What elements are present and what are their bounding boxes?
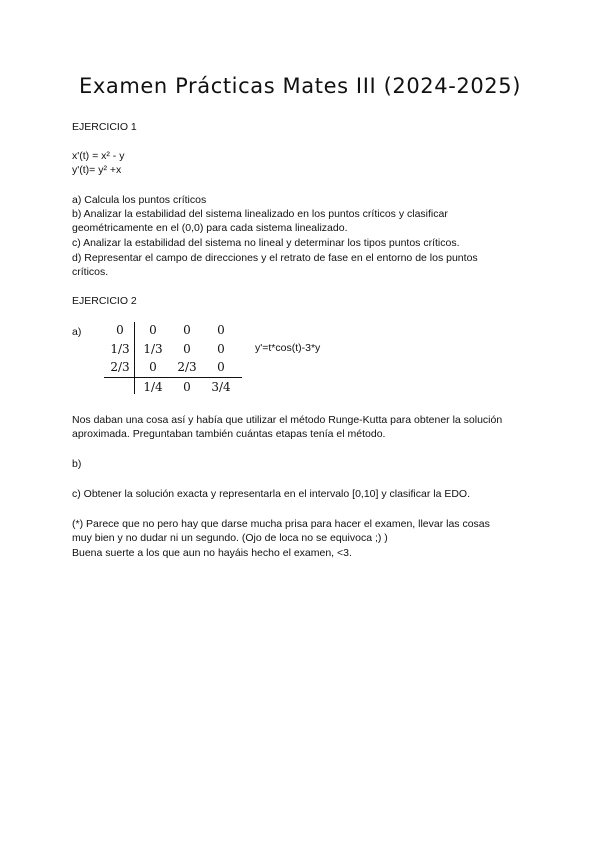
tableau-b-2: 3/4 [211,380,231,394]
tableau-b-1: 0 [183,380,191,394]
tableau-a-2-2: 0 [217,360,225,374]
part-b-label: b) [72,458,82,470]
tableau-a-1-1: 0 [183,342,191,356]
tableau-c-2: 2/3 [110,360,130,374]
warning-line2: muy bien y no dudar ni un segundo. (Ojo de loca no se equivoca ;) ) [72,532,388,544]
tableau-a-2-0: 0 [149,360,157,374]
tableau-c-0: 0 [116,323,124,337]
question-a: a) Calcula los puntos críticos [72,194,207,206]
exercise-1-heading: EJERCICIO 1 [72,121,137,133]
equation-y: y'(t)= y² +x [72,164,122,176]
tableau-a-0-0: 0 [149,323,157,337]
runge-kutta-note-line2: aproximada. Preguntaban también cuántas etapas tenía el método. [72,428,386,440]
tableau-a-0-1: 0 [183,323,191,337]
question-b-line2: geométricamente en el (0,0) para cada sistema linealizado. [72,222,348,234]
part-c-text: c) Obtener la solución exacta y representarla en el intervalo [0,10] y clasificar la EDO. [72,488,471,500]
runge-kutta-note-line1: Nos daban una cosa así y había que utilizar el método Runge-Kutta para obtener la solución [72,414,503,426]
good-luck-line: Buena suerte a los que aun no hayáis hecho el examen, <3. [72,547,352,559]
question-b-line1: b) Analizar la estabilidad del sistema linealizado en los puntos críticos y clasificar [72,208,448,220]
tableau-c-1: 1/3 [110,342,130,356]
question-c: c) Analizar la estabilidad del sistema no lineal y determinar los tipos puntos críticos. [72,237,460,249]
tableau-a-0-2: 0 [217,323,225,337]
question-d-line1: d) Representar el campo de direcciones y el retrato de fase en el entorno de los puntos [72,252,478,264]
part-a-label: a) [72,326,82,338]
warning-line1: (*) Parece que no pero hay que darse mucha prisa para hacer el examen, llevar las cosas [72,518,490,530]
tableau-b-0: 1/4 [143,380,163,394]
equation-x: x'(t) = x² - y [72,150,125,162]
page-title: Examen Prácticas Mates III (2024-2025) [78,74,522,98]
tableau-a-2-1: 2/3 [177,360,197,374]
tableau-a-1-0: 1/3 [143,342,163,356]
question-d-line2: críticos. [72,266,109,278]
tableau-horizontal-rule [104,377,242,378]
tableau-a-1-2: 0 [217,342,225,356]
ode-equation: y'=t*cos(t)-3*y [255,342,321,354]
exercise-2-heading: EJERCICIO 2 [72,295,137,307]
